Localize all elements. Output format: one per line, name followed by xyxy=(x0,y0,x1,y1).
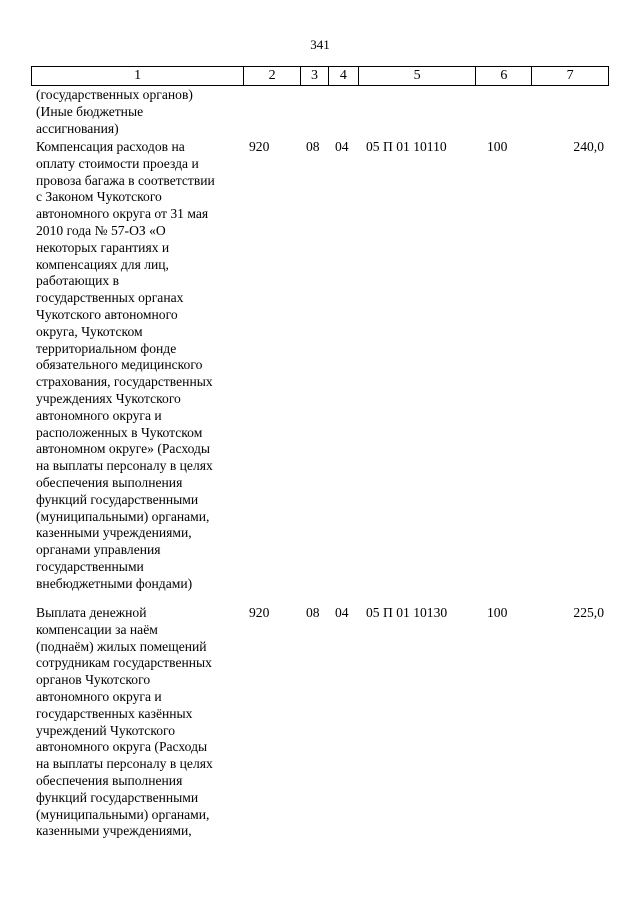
header-col-4: 4 xyxy=(329,67,359,85)
expense-type-code: 100 xyxy=(487,139,508,154)
table-row-continuation xyxy=(36,87,242,137)
page-number: 341 xyxy=(310,37,330,52)
row-text-line: функций государственными xyxy=(36,789,199,805)
row-text-line: страхования, государственных xyxy=(36,374,213,390)
row-text-line: компенсациях для лиц, xyxy=(36,256,169,272)
table-row-description xyxy=(36,139,242,593)
target-article-code: 05 П 01 10130 xyxy=(366,605,448,620)
row-text-line: (муниципальными) органами, xyxy=(36,508,210,524)
row-text-line: работающих в xyxy=(36,273,120,289)
row-text-line: учреждениях Чукотского xyxy=(36,390,181,406)
row-text-line: функций государственными xyxy=(36,491,199,507)
row-text-line: некоторых гарантиях и xyxy=(36,239,170,255)
row-text-line: компенсации за наём xyxy=(36,621,158,637)
row-text-line: (поднаём) жилых помещений xyxy=(36,638,207,654)
row-text-line: 2010 года № 57-ОЗ «О xyxy=(36,222,166,238)
row-text-line: оплату стоимости проезда и xyxy=(36,155,199,171)
row-text-line: государственных органах xyxy=(36,290,184,306)
row-text-line: (муниципальными) органами, xyxy=(36,806,210,822)
row-text-line: с Законом Чукотского xyxy=(36,189,162,205)
section-code: 08 xyxy=(306,605,320,620)
ministry-code: 920 xyxy=(249,139,270,154)
row-text-line: внебюджетными фондами) xyxy=(36,575,193,591)
row-text-line: на выплаты персоналу в целях xyxy=(36,756,213,772)
row-text-line: сотрудникам государственных xyxy=(36,655,212,671)
amount-value: 240,0 xyxy=(573,139,604,154)
target-article-code: 05 П 01 10110 xyxy=(366,139,447,154)
row-text-line: Выплата денежной xyxy=(36,605,147,620)
header-col-5: 5 xyxy=(359,67,477,85)
row-text-line: казенными учреждениями, xyxy=(36,823,192,839)
row-text-line: (Иные бюджетные xyxy=(36,103,144,119)
row-text-line: округа, Чукотском xyxy=(36,323,143,339)
row-text-line: автономном округе» (Расходы xyxy=(36,441,211,457)
row-text-line: территориальном фонде xyxy=(36,340,177,356)
subsection-code: 04 xyxy=(335,605,349,620)
row-text-line: обеспечения выполнения xyxy=(36,772,183,788)
amount-value: 225,0 xyxy=(573,605,604,620)
row-text-line: органов Чукотского xyxy=(36,672,151,688)
subsection-code: 04 xyxy=(335,139,349,154)
row-text-line: Компенсация расходов на xyxy=(36,139,185,154)
header-col-3: 3 xyxy=(301,67,329,85)
header-col-6: 6 xyxy=(476,67,532,85)
row-text-line: провоза багажа в соответствии xyxy=(36,172,215,188)
row-text-line: обязательного медицинского xyxy=(36,357,203,373)
section-code: 08 xyxy=(306,139,320,154)
header-col-7: 7 xyxy=(566,68,574,83)
row-text-line: Чукотского автономного xyxy=(36,306,178,322)
row-text-line: автономного округа (Расходы xyxy=(36,739,208,755)
row-text-line: органами управления xyxy=(36,542,161,558)
row-text-line: (государственных органов) xyxy=(36,87,193,102)
table-row-description xyxy=(36,605,242,840)
ministry-code: 920 xyxy=(249,605,270,620)
row-text-line: ассигнования) xyxy=(36,120,119,136)
row-text-line: обеспечения выполнения xyxy=(36,474,183,490)
header-col-2: 2 xyxy=(244,67,301,85)
row-text-line: автономного округа и xyxy=(36,688,162,704)
header-col-1: 1 xyxy=(32,67,244,85)
row-text-line: расположенных в Чукотском xyxy=(36,424,203,440)
row-text-line: на выплаты персоналу в целях xyxy=(36,458,213,474)
row-text-line: автономного округа и xyxy=(36,407,162,423)
row-text-line: учреждений Чукотского xyxy=(36,722,176,738)
row-text-line: казенными учреждениями, xyxy=(36,525,192,541)
row-text-line: государственными xyxy=(36,558,144,574)
expense-type-code: 100 xyxy=(487,605,508,620)
table-header xyxy=(31,66,609,86)
row-text-line: государственных казённых xyxy=(36,705,193,721)
row-text-line: автономного округа от 31 мая xyxy=(36,206,209,222)
